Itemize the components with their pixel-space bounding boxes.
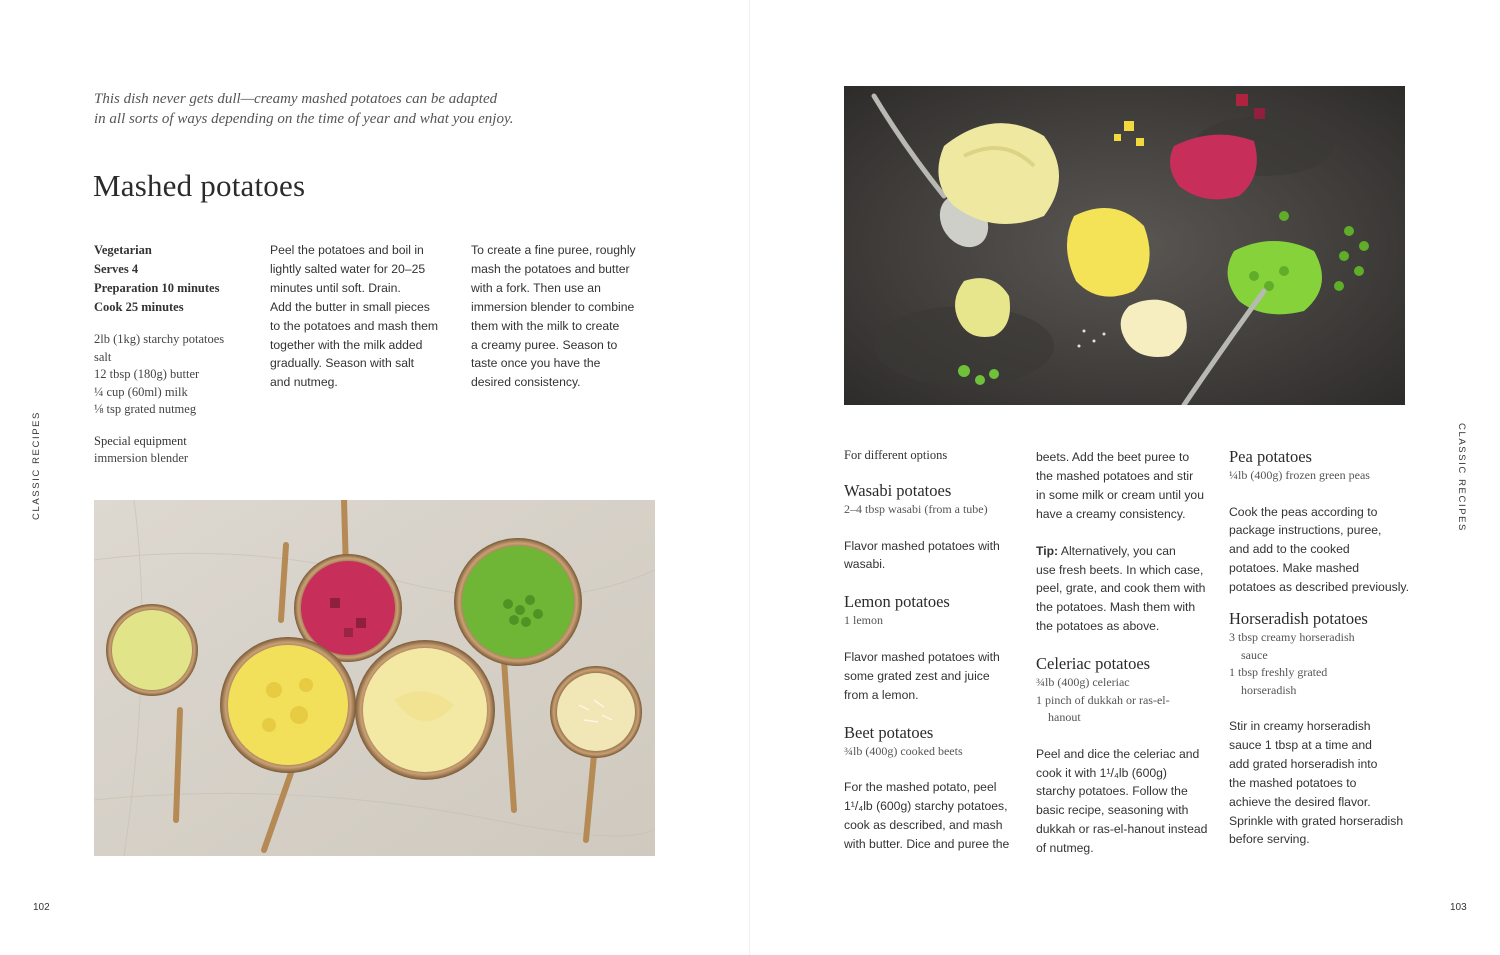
page-number: 102 — [33, 902, 50, 913]
method-line: Stir in creamy horseradish — [1229, 719, 1371, 734]
tip-line: use fresh beets. In which case, — [1036, 562, 1204, 577]
variation-title-lemon: Lemon potatoes — [844, 592, 950, 612]
recipe-title: Mashed potatoes — [93, 168, 306, 203]
method-line: sauce 1 tbsp at a time and — [1229, 737, 1372, 752]
tip-text: Alternatively, you can — [1058, 543, 1176, 558]
method-line: gradually. Season with salt — [270, 356, 415, 371]
ingredient-list — [94, 331, 264, 419]
meta-cook-time: Cook 25 minutes — [94, 300, 184, 314]
method-line: potatoes. Make mashed — [1229, 561, 1360, 576]
intro-line: This dish never gets dull—creamy mashed potatoes can be adapted — [94, 91, 498, 107]
variation-ingredients — [1229, 629, 1409, 699]
equipment-section — [94, 433, 264, 468]
ingredient-item-continued: hanout — [1048, 710, 1081, 725]
tip-line: the potatoes as above. — [1036, 619, 1160, 634]
method-line: Flavor mashed potatoes with — [844, 649, 1000, 664]
method-line: before serving. — [1229, 832, 1310, 847]
method-line: beets. Add the beet puree to — [1036, 450, 1190, 464]
equipment-heading: Special equipment — [94, 433, 187, 448]
section-side-label: CLASSIC RECIPES — [31, 411, 42, 520]
ingredient-item: ⅛ tsp grated nutmeg — [94, 402, 197, 416]
tip-block — [1036, 542, 1216, 637]
options-column-2 — [1036, 448, 1216, 858]
method-line: minutes until soft. Drain. — [270, 280, 401, 295]
method-line: have a creamy consistency. — [1036, 506, 1186, 521]
ingredient-item: salt — [94, 349, 112, 364]
method-line: starchy potatoes. Follow the — [1036, 784, 1188, 799]
ingredient-item: ¾lb (400g) celeriac — [1036, 675, 1130, 690]
variation-method-continued — [1036, 448, 1216, 524]
method-line: Sprinkle with grated horseradish — [1229, 813, 1404, 828]
method-line: to the potatoes and mash them — [270, 318, 439, 333]
variation-method — [1229, 503, 1409, 598]
variation-method — [844, 537, 1019, 575]
options-column-3 — [1229, 447, 1409, 849]
meta-diet: Vegetarian — [94, 243, 152, 257]
intro-text — [94, 89, 564, 129]
ingredient-item: 2–4 tbsp wasabi (from a tube) — [844, 502, 988, 516]
variation-method — [844, 648, 1019, 705]
saucepans-photo — [94, 500, 655, 856]
method-line: from a lemon. — [844, 687, 919, 702]
variation-method — [1229, 717, 1409, 849]
variation-title-celeriac: Celeriac potatoes — [1036, 654, 1151, 674]
section-side-label: CLASSIC RECIPES — [1456, 423, 1467, 532]
method-line: dukkah or ras-el-hanout instead — [1036, 822, 1208, 837]
method-line: potatoes as described previously. — [1229, 580, 1409, 595]
options-heading: For different options — [844, 448, 948, 462]
method-line: 1¹/₄lb (600g) starchy potatoes, — [844, 798, 1008, 813]
method-line: cook as described, and mash — [844, 817, 1003, 832]
ingredient-item: 12 tbsp (180g) butter — [94, 367, 200, 381]
method-line: and nutmeg. — [270, 375, 338, 390]
ingredient-item-continued: horseradish — [1241, 682, 1297, 697]
method-line: with a fork. Then use an — [471, 280, 601, 295]
variation-ingredients — [1229, 467, 1409, 485]
method-line: Add the butter in small pieces — [270, 299, 430, 314]
method-line: add grated horseradish into — [1229, 756, 1378, 771]
tip-line: the potatoes. Mash them with — [1036, 600, 1196, 615]
method-line: immersion blender to combine — [471, 299, 635, 314]
mash-varieties-illustration — [844, 86, 1405, 405]
meta-serves: Serves 4 — [94, 262, 139, 276]
method-line: of nutmeg. — [1036, 841, 1094, 856]
method-line: Peel and dice the celeriac and — [1036, 746, 1200, 761]
variation-title-beet: Beet potatoes — [844, 722, 934, 742]
ingredient-item: 1 tbsp freshly grated — [1229, 665, 1328, 680]
method-line: with butter. Dice and puree the — [844, 836, 1010, 851]
method-line: taste once you have the — [471, 356, 601, 371]
method-line: lightly salted water for 20–25 — [270, 261, 426, 276]
method-line: basic recipe, seasoning with — [1036, 803, 1189, 818]
method-line: the mashed potatoes and stir — [1036, 468, 1194, 483]
saucepans-illustration — [94, 500, 655, 856]
meta-prep-time: Preparation 10 minutes — [94, 281, 220, 295]
method-line: mash the potatoes and butter — [471, 261, 630, 276]
method-line: wasabi. — [844, 557, 886, 572]
method-line: desired consistency. — [471, 375, 581, 390]
method-line: in some milk or cream until you — [1036, 487, 1204, 502]
ingredient-item: ¾lb (400g) cooked beets — [844, 743, 963, 758]
tip-line: peel, grate, and cook them with — [1036, 581, 1206, 596]
intro-line: in all sorts of ways depending on the time of year and what you enjoy. — [94, 111, 514, 127]
variation-method — [1036, 745, 1216, 858]
ingredient-item: 3 tbsp creamy horseradish — [1229, 630, 1355, 645]
variation-title-pea: Pea potatoes — [1229, 447, 1312, 466]
variation-ingredients — [844, 743, 1019, 761]
method-line: together with the milk added — [270, 337, 423, 352]
method-line: and add to the cooked — [1229, 542, 1350, 557]
recipe-meta — [94, 241, 264, 468]
variation-ingredients — [844, 612, 1019, 630]
equipment-item: immersion blender — [94, 451, 189, 465]
method-line: For the mashed potato, peel — [844, 780, 997, 795]
options-column-1 — [844, 448, 1019, 854]
ingredient-item: ¼lb (400g) frozen green peas — [1229, 468, 1370, 482]
variation-ingredients — [1036, 674, 1216, 727]
method-column-2 — [471, 241, 656, 392]
method-column-1 — [270, 241, 450, 392]
method-line: Flavor mashed potatoes with — [844, 538, 1000, 553]
variation-title-horseradish: Horseradish potatoes — [1229, 609, 1368, 629]
method-line: the mashed potatoes to — [1229, 775, 1357, 790]
ingredient-item: 1 lemon — [844, 613, 883, 628]
method-line: achieve the desired flavor. — [1229, 794, 1371, 809]
ingredient-item: ¼ cup (60ml) milk — [94, 384, 188, 399]
tip-label: Tip: — [1036, 543, 1059, 558]
ingredient-item: 1 pinch of dukkah or ras-el- — [1036, 692, 1170, 707]
ingredient-item-continued: sauce — [1241, 647, 1268, 662]
ingredient-item: 2lb (1kg) starchy potatoes — [94, 332, 225, 346]
method-line: cook it with 1¹/₄lb (600g) — [1036, 765, 1167, 780]
method-line: them with the milk to create — [471, 318, 620, 333]
page-number: 103 — [1450, 902, 1467, 913]
mash-varieties-photo — [844, 86, 1405, 405]
method-line: package instructions, puree, — [1229, 523, 1382, 538]
method-line: a creamy puree. Season to — [471, 337, 618, 352]
method-line: Cook the peas according to — [1229, 504, 1378, 519]
method-line: To create a fine puree, roughly — [471, 243, 636, 257]
variation-title-wasabi: Wasabi potatoes — [844, 481, 952, 500]
variation-method — [844, 778, 1019, 854]
method-line: Peel the potatoes and boil in — [270, 243, 424, 257]
method-line: some grated zest and juice — [844, 668, 990, 683]
variation-ingredients — [844, 501, 1019, 519]
